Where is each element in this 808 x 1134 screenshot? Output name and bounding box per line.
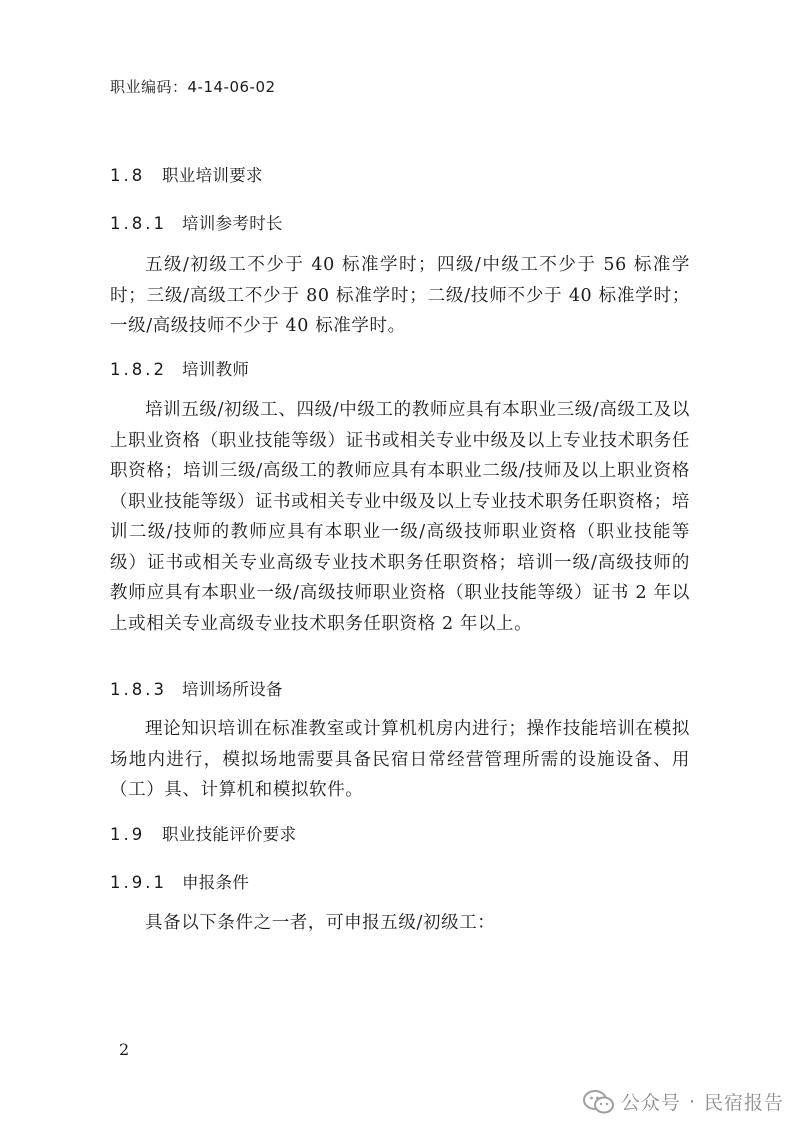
heading-title: 培训参考时长: [182, 214, 283, 233]
heading-1-9: [110, 821, 296, 845]
paragraph-trainers: 培训五级/初级工、四级/中级工的教师应具有本职业三级/高级工及以上职业资格（职业技能等级）证书或相关专业中级及以上专业技术职务任职资格；培训三级/高级工的教师应具有本职业二级/技师及以上职业资格（职业技能等级）证书或相关专业中级及以上专业技术职务任职资格；培训二级/技师的教师应具有本职业一级/高级技师职业资格（职业技能等级）证书或相关专业高级专业技术职务任职资格；培训一级/高级技师的教师应具有本职业一级/高级技师职业资格（职业技能等级）证书 2 年以上或相关专业高级专业技术职务任职资格 2 年以上。: [110, 400, 690, 634]
heading-number: 1.8: [110, 166, 146, 185]
heading-title: 职业技能评价要求: [162, 825, 297, 844]
paragraph-application-conditions: 具备以下条件之一者，可申报五级/初级工：: [145, 913, 496, 933]
heading-1-9-1: [110, 869, 249, 893]
heading-number: 1.8.2: [110, 360, 167, 379]
paragraph-facilities: 理论知识培训在标准教室或计算机机房内进行；操作技能培训在模拟场地内进行，模拟场地需要具备民宿日常经营管理所需的设施设备、用（工）具、计算机和模拟软件。: [110, 719, 690, 800]
heading-title: 职业培训要求: [162, 166, 263, 185]
watermark-account: 民宿报告: [703, 1092, 784, 1114]
heading-number: 1.8.3: [110, 680, 167, 699]
heading-number: 1.8.1: [110, 214, 167, 233]
paragraph-training-hours: 五级/初级工不少于 40 标准学时；四级/中级工不少于 56 标准学时；三级/高级工不少于 80 标准学时；二级/技师不少于 40 标准学时；一级/高级技师不少于 40 标准学时。: [110, 255, 690, 336]
heading-title: 培训教师: [182, 360, 250, 379]
heading-1-8-3: [110, 676, 283, 700]
heading-title: 申报条件: [182, 873, 250, 892]
heading-number: 1.9: [110, 825, 146, 844]
page-number: 2: [119, 1040, 130, 1059]
watermark-separator: ·: [688, 1090, 696, 1113]
heading-title: 培训场所设备: [182, 680, 283, 699]
watermark: [583, 1088, 784, 1115]
heading-1-8: [110, 162, 263, 186]
occupation-code: 职业编码：4-14-06-02: [110, 78, 276, 96]
heading-number: 1.9.1: [110, 873, 167, 892]
heading-1-8-1: [110, 210, 283, 234]
wechat-icon: [583, 1089, 615, 1115]
heading-1-8-2: [110, 356, 249, 380]
watermark-label: 公众号: [620, 1092, 681, 1114]
